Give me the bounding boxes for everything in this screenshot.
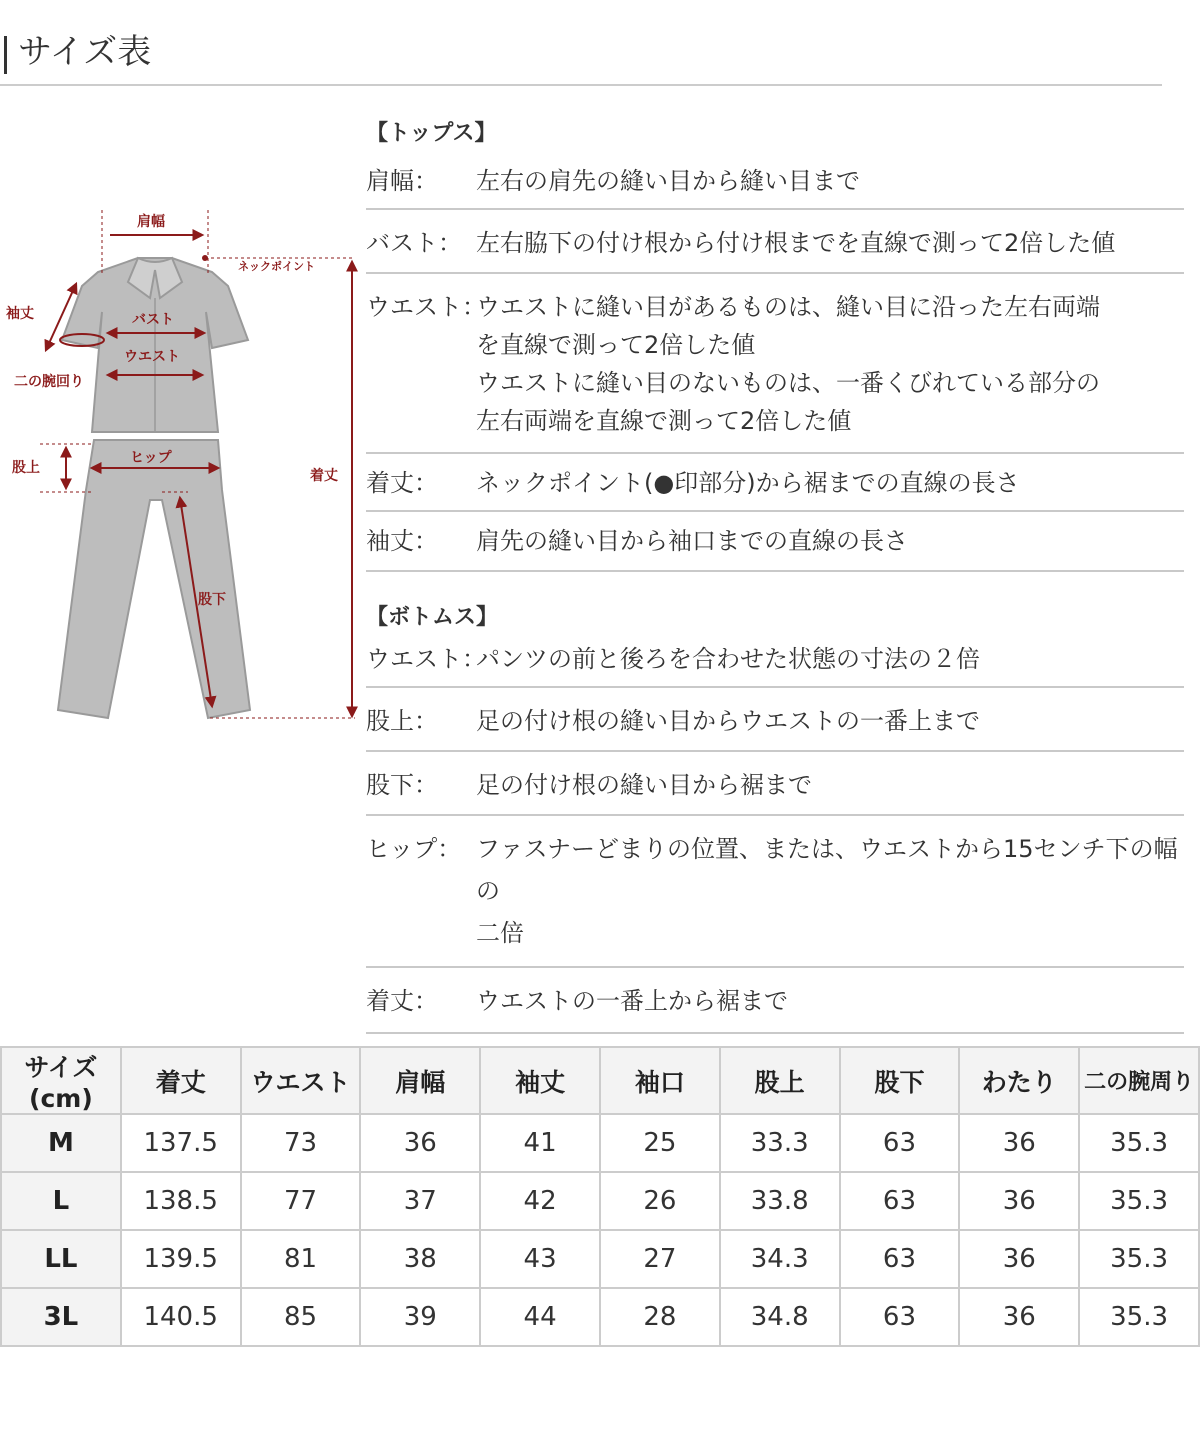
table-header-row [1,1047,1199,1114]
table-cell: 63 [840,1172,960,1230]
definition-row [366,688,1184,752]
label-sleeve: 袖丈 [6,306,34,322]
table-cell: 36 [959,1230,1079,1288]
table-cell: 33.8 [720,1172,840,1230]
size-label-cell: M [1,1114,121,1172]
description-line: 肩先の縫い目から袖口までの直線の長さ [476,527,908,555]
label-upper-arm: 二の腕回り [14,374,84,390]
definition-row [366,156,1184,210]
table-cell: 34.8 [720,1288,840,1346]
definition-description [476,982,1184,1020]
column-header: 着丈 [121,1047,241,1114]
table-cell: 73 [241,1114,361,1172]
measurement-definitions [366,112,1184,1034]
description-line: ネックポイント(●印部分)から裾までの直線の長さ [476,469,1020,497]
table-cell: 63 [840,1114,960,1172]
table-cell: 26 [600,1172,720,1230]
table-cell: 85 [241,1288,361,1346]
column-header: 股上 [720,1047,840,1114]
table-cell: 36 [959,1288,1079,1346]
description-line: 足の付け根の縫い目からウエストの一番上まで [476,707,980,735]
size-label-cell: L [1,1172,121,1230]
table-cell: 137.5 [121,1114,241,1172]
table-cell: 77 [241,1172,361,1230]
definition-term: 股上： [366,707,438,735]
tops-definition-list [366,156,1184,572]
table-cell: 41 [480,1114,600,1172]
table-cell: 63 [840,1230,960,1288]
table-cell: 35.3 [1079,1172,1199,1230]
table-cell: 39 [360,1288,480,1346]
description-line: パンツの前と後ろを合わせた状態の寸法の２倍 [476,645,980,673]
column-header: 肩幅 [360,1047,480,1114]
page-title: サイズ表 [18,32,152,72]
description-line: ウエストに縫い目のないものは、一番くびれている部分の [476,369,1100,397]
definition-term: 肩幅： [366,167,438,195]
table-cell: 36 [959,1172,1079,1230]
column-header: 二の腕周り [1079,1047,1199,1114]
description-line: ウエストの一番上から裾まで [476,987,788,1015]
page-header [0,24,1162,86]
label-hip: ヒップ [130,450,172,466]
garment-illustration [0,200,362,730]
tops-section-title: 【トップス】 [366,121,497,146]
column-header: 袖丈 [480,1047,600,1114]
definition-term: ウエスト： [366,645,486,673]
definition-description [476,640,1184,678]
definition-row [366,274,1184,454]
pants-shape [58,440,250,718]
label-shoulder: 肩幅 [137,214,165,230]
bottoms-section-title: 【ボトムス】 [366,605,499,630]
table-cell: 33.3 [720,1114,840,1172]
measurement-diagram [0,200,362,730]
definition-row [366,640,1184,688]
description-line: を直線で測って2倍した値 [476,331,756,359]
table-cell: 25 [600,1114,720,1172]
definition-row [366,752,1184,816]
table-cell: 81 [241,1230,361,1288]
table-body [1,1114,1199,1346]
definition-description [476,828,1184,954]
definition-row [366,816,1184,968]
table-cell: 42 [480,1172,600,1230]
size-label-cell: LL [1,1230,121,1288]
label-bust: バスト [132,312,174,328]
definition-row [366,968,1184,1034]
table-row [1,1172,1199,1230]
description-line: 左右の肩先の縫い目から縫い目まで [476,167,860,195]
table-cell: 140.5 [121,1288,241,1346]
table-row [1,1114,1199,1172]
definition-term: 袖丈： [366,527,438,555]
table-cell: 139.5 [121,1230,241,1288]
definition-term: ヒップ： [366,835,462,863]
label-inseam: 股下 [198,592,226,608]
definition-description [476,766,1184,804]
label-waist: ウエスト [124,349,180,365]
table-cell: 43 [480,1230,600,1288]
definition-term: バスト： [366,229,462,257]
description-line: 二倍 [476,919,524,947]
table-cell: 27 [600,1230,720,1288]
description-line: ファスナーどまりの位置、または、ウエストから15センチ下の幅の [476,835,1178,905]
definition-row [366,210,1184,274]
table-cell: 37 [360,1172,480,1230]
label-total-length: 着丈 [310,468,338,484]
description-line: 左右両端を直線で測って2倍した値 [476,407,852,435]
definition-row [366,512,1184,572]
table-cell: 35.3 [1079,1114,1199,1172]
column-header: サイズ(cm) [1,1047,121,1114]
table-cell: 38 [360,1230,480,1288]
size-label-cell: 3L [1,1288,121,1346]
definition-term: 着丈： [366,469,438,497]
column-header: 袖口 [600,1047,720,1114]
description-line: 足の付け根の縫い目から裾まで [476,771,812,799]
table-cell: 63 [840,1288,960,1346]
definition-description [476,288,1184,440]
table-cell: 34.3 [720,1230,840,1288]
definition-description [476,702,1184,740]
size-table [0,1046,1200,1347]
column-header: わたり [959,1047,1079,1114]
definition-description [476,224,1184,262]
definition-description [476,522,1184,560]
table-cell: 28 [600,1288,720,1346]
table-row [1,1230,1199,1288]
definition-description [476,464,1184,502]
label-rise: 股上 [12,460,40,476]
definition-description [476,162,1184,200]
table-cell: 36 [360,1114,480,1172]
table-cell: 138.5 [121,1172,241,1230]
label-neck-point: ネックポイント [238,260,315,273]
header-accent-bar [4,36,7,74]
definition-term: 股下： [366,771,438,799]
definition-row [366,454,1184,512]
definition-term: ウエスト： [366,293,486,321]
table-cell: 35.3 [1079,1230,1199,1288]
table-cell: 36 [959,1114,1079,1172]
definition-term: 着丈： [366,987,438,1015]
column-header: ウエスト [241,1047,361,1114]
table-cell: 35.3 [1079,1288,1199,1346]
table-row [1,1288,1199,1346]
table-cell: 44 [480,1288,600,1346]
bottoms-definition-list [366,640,1184,1034]
column-header: 股下 [840,1047,960,1114]
description-line: 左右脇下の付け根から付け根までを直線で測って2倍した値 [476,229,1116,257]
description-line: ウエストに縫い目があるものは、縫い目に沿った左右両端 [476,293,1100,321]
